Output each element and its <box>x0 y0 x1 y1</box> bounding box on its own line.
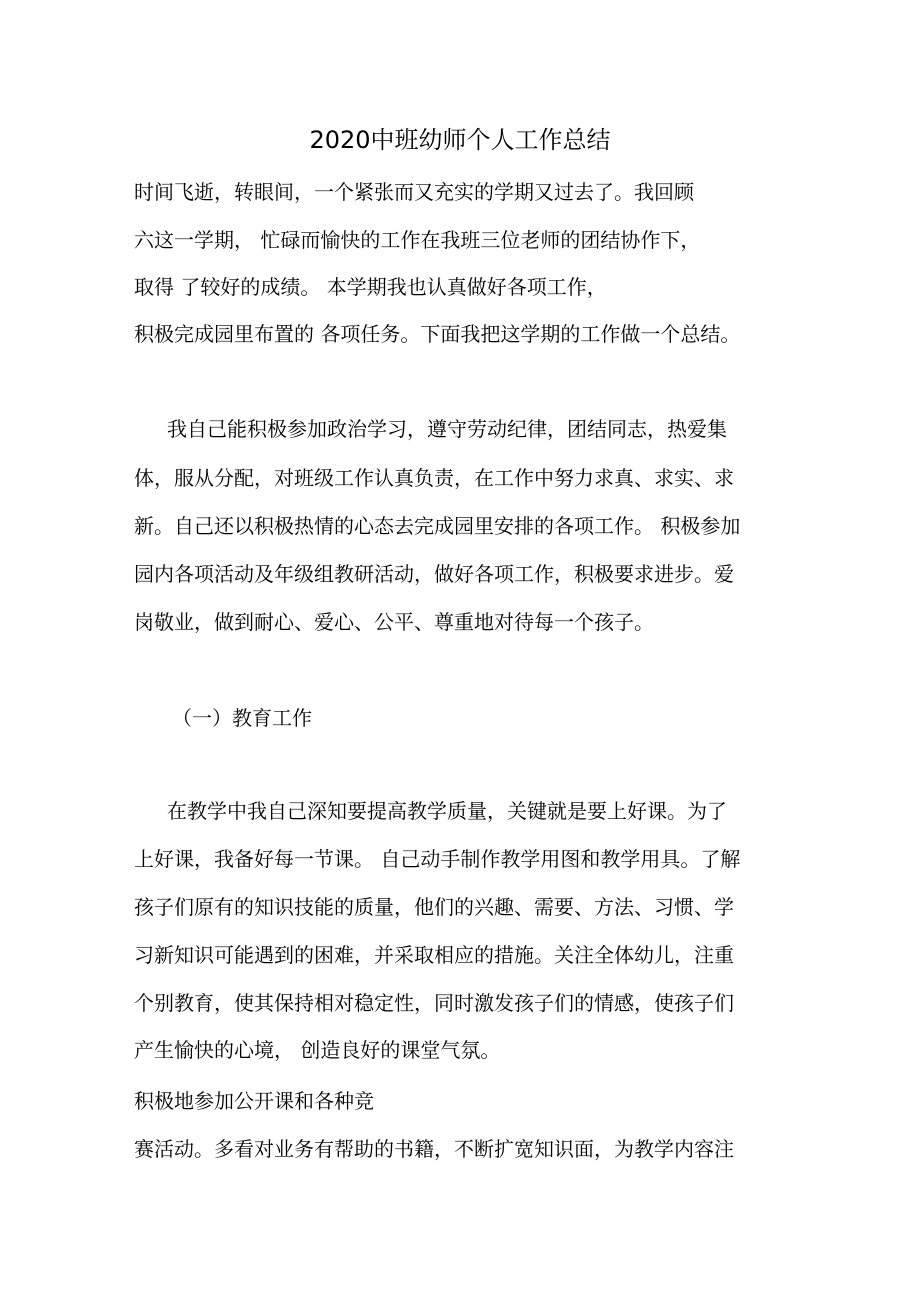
paragraph-2-line-5: 个别教育，使其保持相对稳定性，同时激发孩子们的情感，使孩子们 <box>134 991 734 1015</box>
intro-line-1: 时间飞逝，转眼间，一个紧张而又充实的学期又过去了。我回顾 <box>134 180 694 204</box>
paragraph-1-line-3: 新。自己还以积极热情的心态去完成园里安排的各项工作。 积极参加 <box>134 514 741 538</box>
paragraph-1-line-4: 园内各项活动及年级组教研活动，做好各项工作，积极要求进步。爱 <box>134 562 734 586</box>
paragraph-2-line-3: 孩子们原有的知识技能的质量，他们的兴趣、需要、方法、习惯、学 <box>134 895 734 919</box>
paragraph-2-line-6: 产生愉快的心境， 创造良好的课堂气氛。 <box>134 1038 501 1062</box>
intro-line-2: 六这一学期， 忙碌而愉快的工作在我班三位老师的团结协作下， <box>134 228 701 252</box>
paragraph-1-line-1: 我自己能积极参加政治学习，遵守劳动纪律，团结同志，热爱集 <box>167 417 727 441</box>
paragraph-2-line-2: 上好课，我备好每一节课。 自己动手制作教学用图和教学用具。了解 <box>134 847 741 871</box>
paragraph-2-line-1: 在教学中我自己深知要提高教学质量，关键就是要上好课。为了 <box>167 799 727 823</box>
paragraph-2-line-7: 积极地参加公开课和各种竞 <box>134 1089 374 1113</box>
paragraph-1-line-2: 体，服从分配，对班级工作认真负责，在工作中努力求真、求实、求 <box>134 466 734 490</box>
document-title: 2020中班幼师个人工作总结 <box>309 126 611 154</box>
paragraph-2-line-8: 赛活动。多看对业务有帮助的书籍，不断扩宽知识面，为教学内容注 <box>134 1137 734 1161</box>
section-heading: （一）教育工作 <box>172 706 312 730</box>
intro-line-3: 取得 了较好的成绩。 本学期我也认真做好各项工作， <box>134 275 607 299</box>
intro-line-4: 积极完成园里布置的 各项任务。下面我把这学期的工作做一个总结。 <box>134 322 741 346</box>
paragraph-1-line-5: 岗敬业，做到耐心、爱心、公平、尊重地对待每一个孩子。 <box>134 610 654 634</box>
paragraph-2-line-4: 习新知识可能遇到的困难，并采取相应的措施。关注全体幼儿，注重 <box>134 943 734 967</box>
